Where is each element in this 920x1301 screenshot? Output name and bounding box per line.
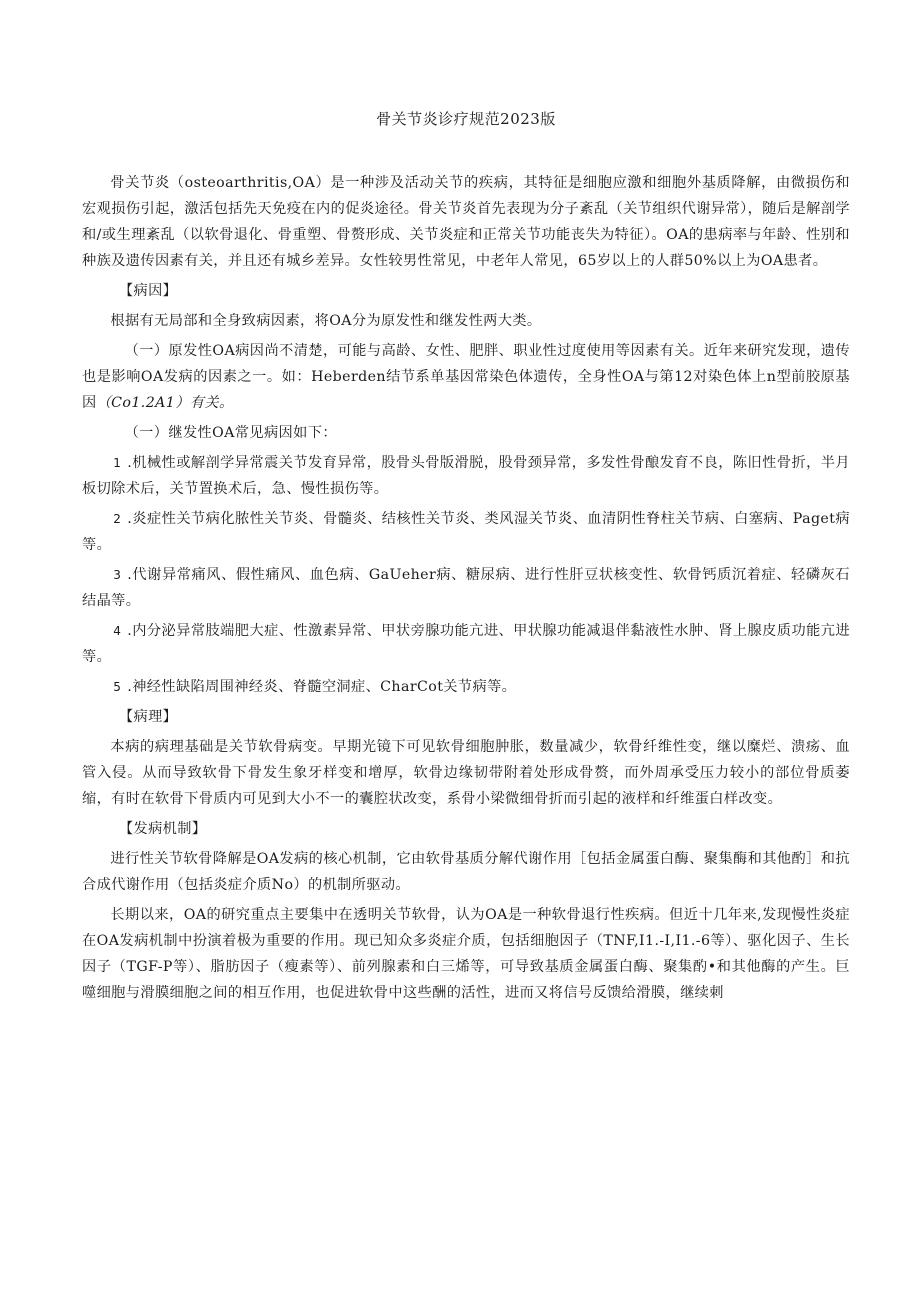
cause-item-2 [82, 506, 850, 558]
cause-item-text: .内分泌异常肢端肥大症、性激素异常、甲状旁腺功能亢进、甲状腺功能减退伴黏液性水肿、肾上腺皮质功能亢进等。 [82, 623, 850, 665]
cause-item-text: .代谢异常痛风、假性痛风、血色病、GaUeher病、糖尿病、进行性肝豆状核变性、软骨钙质沉着症、轻磷灰石结晶等。 [82, 567, 850, 609]
pathology-paragraph: 本病的病理基础是关节软骨病变。早期光镜下可见软骨细胞肿胀，数量减少，软骨纤维性变，继以糜烂、溃疡、血管入侵。从而导致软骨下骨发生象牙样变和增厚，软骨边缘韧带附着处形成骨赘，而外周承受压力较小的部位骨质萎缩，有时在软骨下骨质内可见到大小不一的囊腔状改变，系骨小梁微细骨折而引起的液样和纤维蛋白样改变。 [82, 739, 850, 807]
primary-oa-gene: （Co1.2A1）有关。 [96, 395, 234, 411]
cause-item-text: .炎症性关节病化脓性关节炎、骨髓炎、结核性关节炎、类风湿关节炎、血清阴性脊柱关节病、白塞病、Paget病等。 [82, 511, 850, 553]
cause-item-number: 1 [113, 456, 122, 470]
cause-item-1 [82, 450, 850, 502]
cause-item-number: 5 [113, 680, 122, 694]
primary-oa-text: （一）原发性OA病因尚不清楚，可能与高龄、女性、肥胖、职业性过度使用等因素有关。近年来研究发现，遗传也是影响OA发病的因素之一。如：Heberden结节系单基因常染色体遗传，全身性OA与第12对染色体上n型前胶原基因 [82, 343, 850, 411]
cause-item-4 [82, 618, 850, 670]
etiology-heading: 【病因】 [118, 283, 178, 299]
document-title: 骨关节炎诊疗规范2023版 [376, 110, 556, 128]
pathology-heading: 【病理】 [118, 709, 178, 725]
etiology-summary: 根据有无局部和全身致病因素，将OA分为原发性和继发性两大类。 [110, 313, 542, 329]
cause-item-number: 4 [113, 624, 122, 638]
mechanism-paragraph-1: 进行性关节软骨降解是OA发病的核心机制，它由软骨基质分解代谢作用［包括金属蛋白酶、聚集酶和其他酌］和抗合成代谢作用（包括炎症介质No）的机制所驱动。 [82, 851, 850, 893]
cause-item-number: 2 [113, 512, 122, 526]
cause-item-5 [82, 674, 850, 700]
cause-item-text: .机械性或解剖学异常震关节发育异常，股骨头骨版滑脱，股骨颈异常，多发性骨酿发育不良，陈旧性骨折，半月板切除术后，关节置换术后，急、慢性损伤等。 [82, 455, 850, 497]
intro-paragraph: 骨关节炎（osteoarthritis,OA）是一种涉及活动关节的疾病，其特征是细胞应激和细胞外基质降解，由微损伤和宏观损伤引起，激活包括先天免疫在内的促炎途径。骨关节炎首先表现为分子紊乱（关节组织代谢异常），随后是解剖学和/或生理紊乱（以软骨退化、骨重塑、骨赘形成、关节炎症和正常关节功能丧失为特征）。OA的患病率与年龄、性别和种族及遗传因素有关，并且还有城乡差异。女性较男性常见，中老年人常见，65岁以上的人群50%以上为OA患者。 [82, 175, 850, 269]
cause-item-text: .神经性缺陷周围神经炎、脊髓空洞症、CharCot关节病等。 [127, 679, 517, 695]
cause-item-number: 3 [113, 568, 122, 582]
mechanism-heading: 【发病机制】 [118, 821, 207, 837]
mechanism-paragraph-2: 长期以来，OA的研究重点主要集中在透明关节软骨，认为OA是一种软骨退行性疾病。但近十几年来,发现慢性炎症在OA发病机制中扮演着极为重要的作用。现已知众多炎症介质，包括细胞因子（TNF,I1.-I,I1.-6等）、驱化因子、生长因子（TGF-P等）、脂肪因子（瘦素等）、前列腺素和白三烯等，可导致基质金属蛋白酶、聚集酌•和其他酶的产生。巨噬细胞与滑膜细胞之间的相互作用，也促进软骨中这些酬的活性，进而又将信号反馈给滑膜，继续刺 [82, 907, 850, 1001]
secondary-oa-intro: （一）继发性OA常见病因如下： [124, 425, 337, 441]
cause-item-3 [82, 562, 850, 614]
primary-oa-paragraph [82, 338, 850, 416]
